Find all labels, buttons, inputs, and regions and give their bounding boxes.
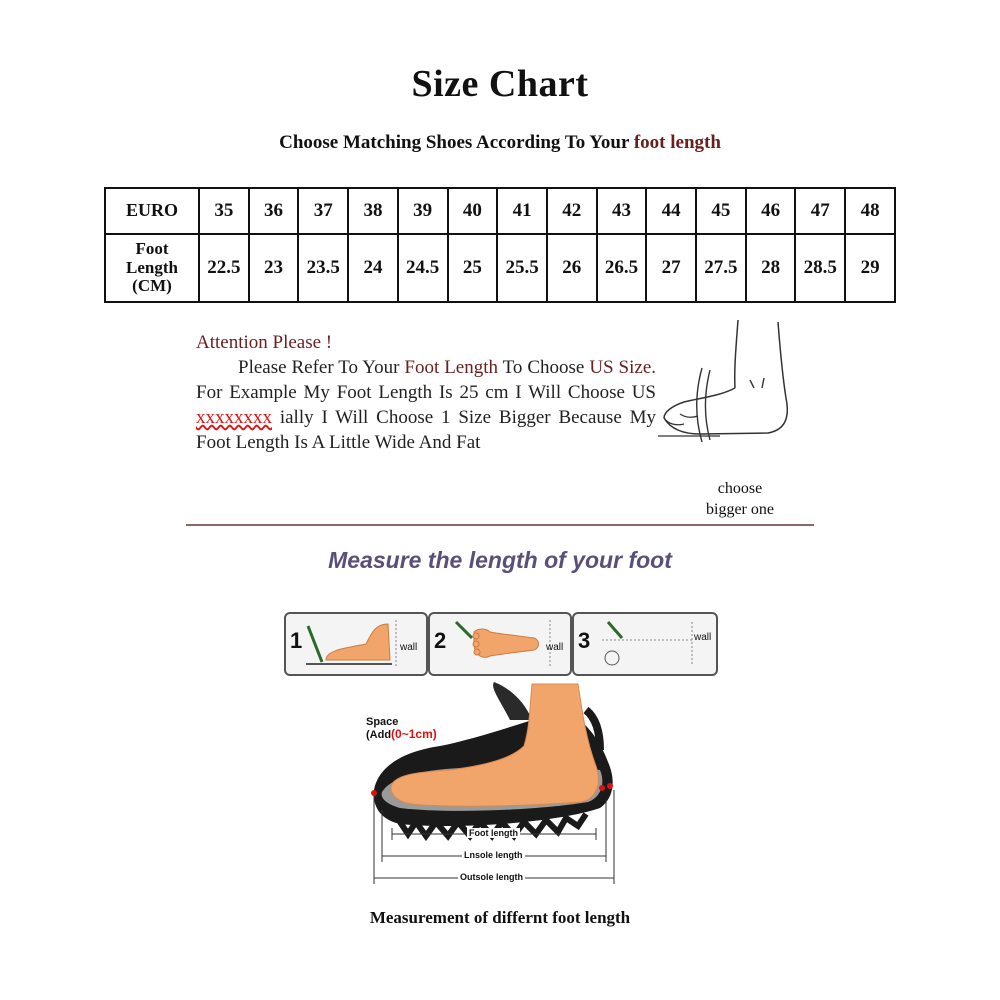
space-label-range [366,728,437,741]
foot-length-cell: 27.5 [696,234,746,302]
foot-length-header-line: (CM) [132,276,172,296]
foot-length-cell: 28.5 [795,234,845,302]
foot-length-cell: 29 [845,234,895,302]
euro-size-cell: 38 [348,188,398,234]
attention-note [196,330,656,455]
attention-highlight: Foot Length [404,357,499,378]
step-number: 1 [290,628,303,653]
euro-size-cell: 41 [497,188,547,234]
foot-sketch-icon [640,318,800,468]
subtitle [0,132,1000,154]
foot-length-header-line: Length [126,257,178,277]
attention-text: For Example My Foot Length Is 25 cm I Will Choose US [196,382,656,403]
euro-size-cell: 43 [597,188,647,234]
attention-body [196,355,656,455]
euro-size-cell: 47 [795,188,845,234]
diagram-caption: Measurement of differnt foot length [369,908,631,927]
step-2-panel [428,612,572,676]
euro-header: EURO [105,188,199,234]
attention-text: To Choose [498,357,590,378]
foot-length-cell: 26 [547,234,597,302]
subtitle-text: Choose Matching Shoes According To Your [279,132,634,153]
foot-length-cell: 25.5 [497,234,547,302]
foot-length-header-line: Foot [135,238,169,258]
foot-length-cell: 24 [348,234,398,302]
outsole-length-label: Outsole length [460,872,523,882]
foot-length-cell: 23.5 [298,234,348,302]
choose-bigger-note [690,478,790,520]
size-table [104,187,896,303]
page-title: Size Chart [411,63,589,105]
choose-note-line: bigger one [706,501,774,518]
attention-text: Please Refer To Your [238,357,405,378]
foot-length-cell: 24.5 [398,234,448,302]
euro-size-cell: 36 [249,188,299,234]
step-1-panel [284,612,428,676]
measure-title: Measure the length of your foot [328,547,672,573]
section-divider [186,524,814,526]
foot-length-row [105,234,895,302]
foot-length-cell: 23 [249,234,299,302]
foot-length-cell: 25 [448,234,498,302]
foot-length-header [105,234,199,302]
step-number: 2 [434,628,447,653]
step-3-panel [572,612,718,676]
foot-length-cell: 28 [746,234,796,302]
euro-size-cell: 39 [398,188,448,234]
foot-length-label: Foot length [469,828,518,838]
subtitle-highlight: foot length [633,132,721,153]
euro-size-cell: 42 [547,188,597,234]
wall-label: wall [546,642,564,653]
wall-label: wall [400,642,418,653]
measuring-length-icon [574,614,716,674]
step-number: 3 [578,628,591,653]
euro-size-cell: 35 [199,188,249,234]
euro-size-cell: 44 [646,188,696,234]
space-label [366,716,437,741]
euro-size-cell: 40 [448,188,498,234]
euro-size-cell: 48 [845,188,895,234]
wall-label: wall [694,632,712,643]
foot-length-cell: 26.5 [597,234,647,302]
attention-highlight: US Size. [589,357,657,378]
foot-length-cell: 27 [646,234,696,302]
space-label-value: (0~1cm) [391,727,437,741]
attention-text: ially I Will Choose 1 Size Bigger Because My Foot Length Is A Little Wide And Fat [196,407,656,453]
euro-row [105,188,895,234]
insole-length-label: Lnsole length [464,850,523,860]
euro-size-cell: 46 [746,188,796,234]
space-label-prefix: (Add [366,729,392,741]
choose-note-line: choose [717,480,763,497]
euro-size-cell: 45 [696,188,746,234]
attention-heading: Attention Please ! [196,332,333,353]
space-label-title: Space [366,716,399,728]
foot-length-cell: 22.5 [199,234,249,302]
euro-size-cell: 37 [298,188,348,234]
attention-placeholder: xxxxxxxx [196,407,272,428]
